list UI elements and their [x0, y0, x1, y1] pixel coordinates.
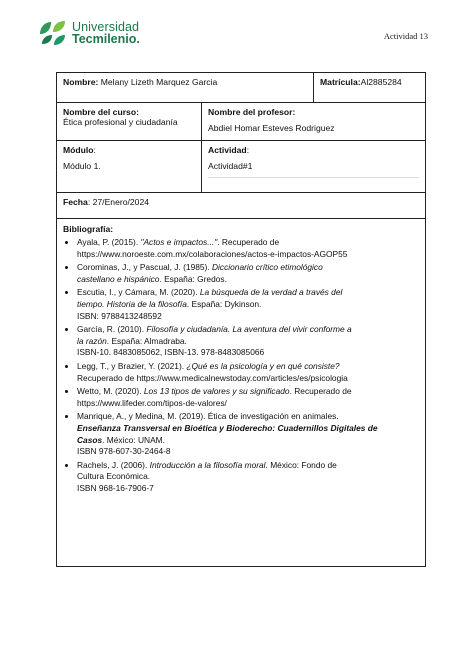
name-label: Nombre: — [63, 77, 99, 87]
student-info-table — [56, 72, 426, 567]
bibliography-line — [77, 287, 419, 299]
activity-colon: : — [246, 145, 250, 155]
bibliography-text: Introducción a la filosofía moral — [149, 459, 266, 470]
bibliography-line — [77, 411, 419, 423]
bibliography-text: La búsqueda de la verdad a través del — [199, 287, 343, 298]
bibliography-line — [77, 324, 419, 336]
bibliography-entry — [77, 324, 419, 359]
bibliography-line — [77, 446, 419, 458]
bibliography-text: Wetto, M. (2020). — [77, 386, 144, 397]
bibliography-text: ISBN 968-16-7906-7 — [77, 482, 154, 493]
bibliography-text: García, R. (2010). — [77, 324, 147, 335]
bibliography-text: ISBN: 9788413248592 — [77, 310, 162, 321]
module-colon: : — [93, 145, 96, 155]
bibliography-text: . España: Almadraba. — [106, 335, 187, 346]
matricula-cell — [314, 73, 426, 103]
activity-value: Actividad#1 — [208, 161, 253, 171]
bibliography-line — [77, 471, 419, 483]
bibliography-text: Escutia, I., y Cámara, M. (2020). — [77, 287, 200, 298]
bibliography-text: ¿Qué es la psicología y en qué consiste? — [186, 360, 340, 371]
bibliography-entry — [77, 237, 419, 260]
course-cell — [57, 103, 202, 141]
bibliography-text: Casos — [77, 434, 103, 445]
bibliography-text: ISBN 978-607-30-2464-8 — [77, 446, 171, 457]
module-label: Módulo — [63, 145, 94, 155]
matricula-value: Al2885284 — [360, 77, 402, 87]
bibliography-text: Rachels, J. (2006). — [77, 459, 150, 470]
bibliography-entry — [77, 411, 419, 457]
bibliography-text: Manrique, A., y Medina, M. (2019). Ética de investigación en animales. — [77, 411, 339, 422]
teacher-cell — [202, 103, 426, 141]
bibliography-text: . España: Dykinson. — [186, 298, 262, 309]
bibliography-text: Los 13 tipos de valores y su significado — [143, 386, 290, 397]
bibliography-text: Enseñanza Transversal en Bioética y Bioderecho: Cuadernillos Digitales de — [77, 422, 378, 433]
course-label: Nombre del curso: — [63, 107, 139, 117]
bibliography-text: https://www.lifeder.com/tipos-de-valores/ — [77, 397, 227, 408]
bibliography-text: . Recuperado de — [289, 386, 352, 397]
bibliography-entry — [77, 262, 419, 285]
bibliography-text: castellano e hispánico — [77, 273, 160, 284]
bibliography-line — [77, 423, 419, 435]
university-logo — [38, 20, 140, 46]
bibliography-entry — [77, 460, 419, 495]
bibliography-text: Recuperado de https://www.medicalnewstoday.com/articles/es/psicologia — [77, 372, 348, 383]
bibliography-text: Legg, T., y Brazier, Y. (2021). — [77, 360, 187, 371]
bibliography-text: Corominas, J., y Pascual, J. (1985). — [77, 262, 212, 273]
bibliography-text: . México: Fondo de — [265, 459, 337, 470]
bibliography-line — [77, 249, 419, 261]
activity-underline — [208, 177, 419, 178]
bibliography-line — [77, 435, 419, 447]
bibliography-text: . Recuperado de — [217, 237, 280, 247]
bibliography-text: la razón — [77, 335, 107, 346]
bibliography-entry — [77, 361, 419, 384]
name-cell — [57, 73, 314, 103]
bibliography-text: ISBN-10. 8483085062, ISBN-13. 978-8483085066 — [77, 347, 265, 358]
bibliography-text: https://www.noroeste.com.mx/colaboraciones/actos-e-impactos-AGOP55 — [77, 248, 348, 259]
teacher-value: Abdiel Homar Esteves Rodriguez — [208, 123, 335, 133]
bibliography-entry — [77, 287, 419, 322]
bibliography-line — [77, 373, 419, 385]
bibliography-list — [63, 237, 419, 494]
bibliography-cell — [57, 219, 426, 567]
matricula-label: Matrícula: — [320, 77, 361, 87]
date-cell — [57, 193, 426, 219]
activity-cell — [202, 141, 426, 193]
date-label: Fecha — [63, 197, 88, 207]
bibliography-line — [77, 460, 419, 472]
bibliography-line — [77, 237, 419, 249]
bibliography-text: "Actos e impactos..." — [140, 237, 218, 247]
teacher-label: Nombre del profesor: — [208, 107, 296, 117]
name-value: Melany Lizeth Marquez Garcia — [100, 77, 218, 87]
bibliography-text: . México: UNAM. — [102, 434, 165, 445]
module-cell — [57, 141, 202, 193]
bibliography-line — [77, 299, 419, 311]
module-value: Módulo 1. — [63, 161, 101, 171]
bibliography-line — [77, 398, 419, 410]
activity-label: Actividad — [208, 145, 247, 155]
date-value: : 27/Enero/2024 — [87, 197, 150, 207]
bibliography-label: Bibliografía: — [63, 224, 114, 234]
bibliography-line — [77, 361, 419, 373]
bibliography-text: tiempo. Historia de la filosofía — [77, 298, 187, 309]
bibliography-line — [77, 336, 419, 348]
bibliography-text: Diccionario crítico etimológico — [211, 262, 323, 273]
logo-line-2: Tecmilenio. — [72, 32, 140, 46]
bibliography-text: Ayala, P. (2015). — [77, 237, 141, 247]
bibliography-entry — [77, 386, 419, 409]
course-value: Ética profesional y ciudadanía — [63, 117, 178, 127]
bibliography-text: . España: Gredos. — [159, 273, 227, 284]
logo-line-1: Universidad — [72, 20, 140, 34]
bibliography-line — [77, 386, 419, 398]
bibliography-line — [77, 274, 419, 286]
tecmilenio-leaf-icon — [38, 20, 68, 46]
bibliography-line — [77, 311, 419, 323]
bibliography-line — [77, 483, 419, 495]
bibliography-text: Filosofía y ciudadanía. La aventura del vivir conforme a — [146, 324, 352, 335]
activity-header-label: Actividad 13 — [383, 31, 428, 41]
bibliography-line — [77, 347, 419, 359]
bibliography-text: Cultura Económica. — [77, 471, 151, 482]
bibliography-line — [77, 262, 419, 274]
